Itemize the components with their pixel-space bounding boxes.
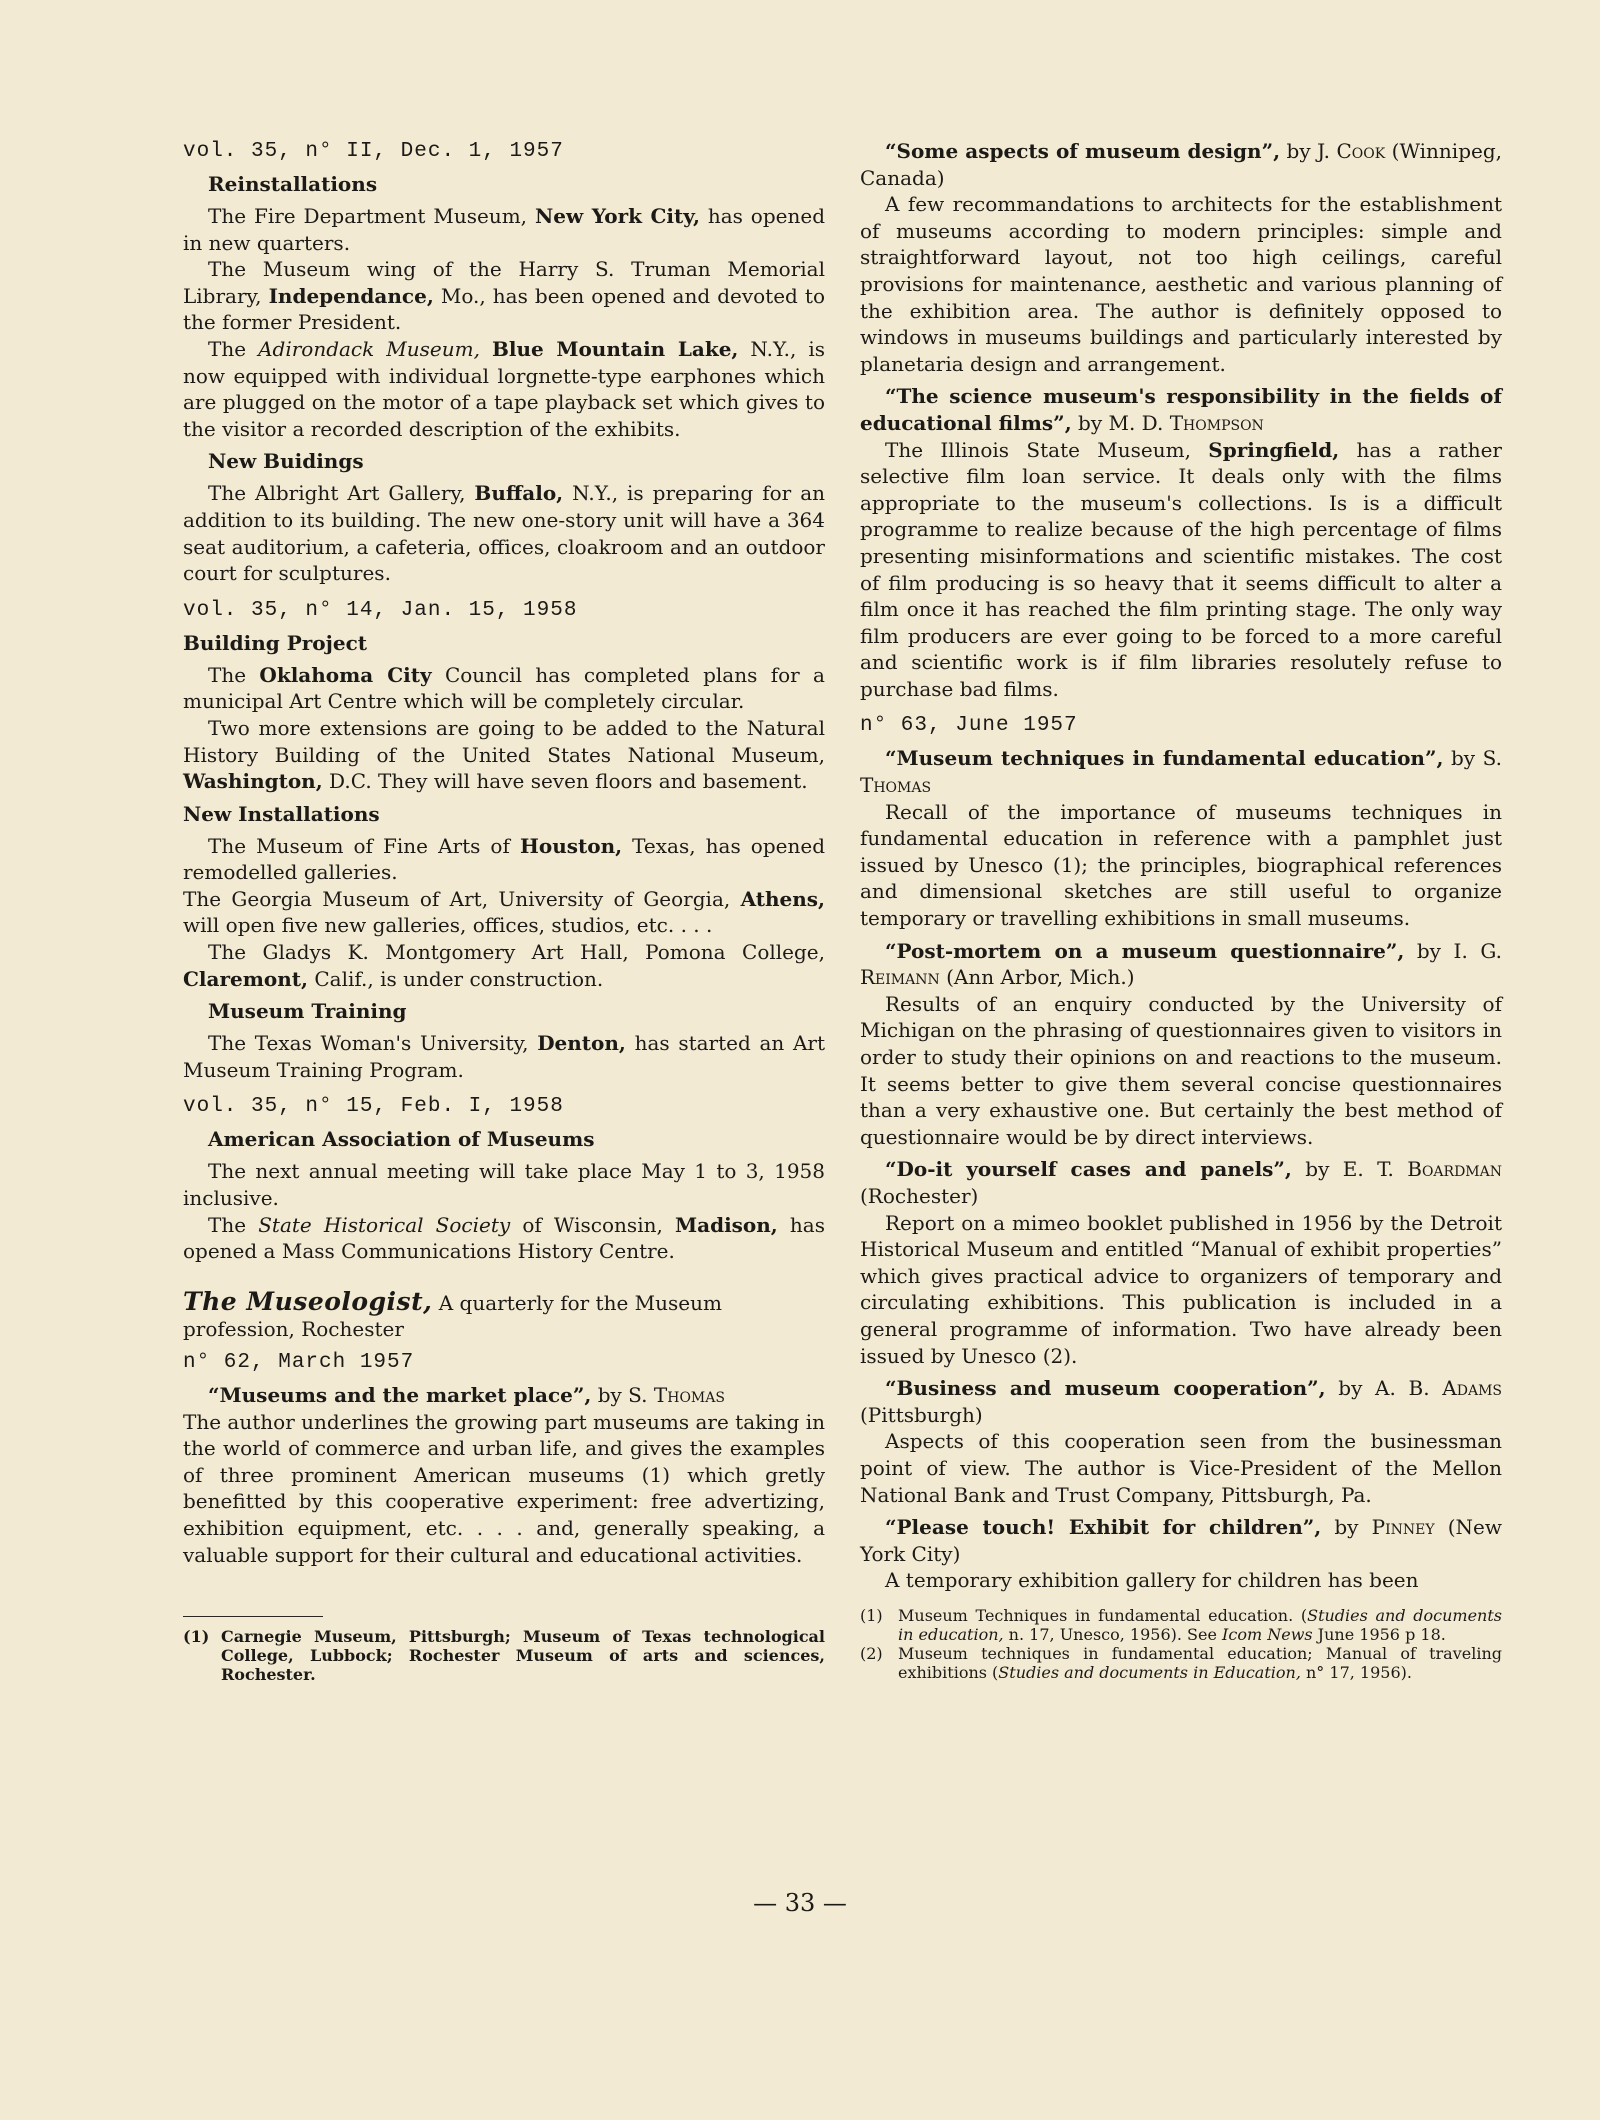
paragraph: The author underlines the growing part museums are taking in the world of commerce and urban life, and gives the examples of three prominent American museums (1) which gretly benefitted by this cooperative experiment: free advertizing, exhibition equipment, etc. . . . and, generally speaking, a valuable support for their cultural and educational activities. — [183, 1409, 825, 1567]
section-heading: American Association of Museums — [208, 1127, 595, 1152]
paragraph: Results of an enquiry conducted by the University of Michigan on the phrasing of questionnaires given to visitors in order to study their opinions on and reactions to the museum. It seems better to give them several concise questionnaires than a very exhaustive one. But certainly the best method of questionnaire would be by direct interviews. — [860, 991, 1502, 1149]
issue-heading: vol. 35, n° 14, Jan. 15, 1958 — [183, 598, 578, 622]
paragraph: Recall of the importance of museums techniques in fundamental education in reference with a pamphlet just issued by Unesco (1); the principles, biographical references and dimensional sketches are still useful to organize temporary or travelling exhibitions in small museums. — [860, 799, 1502, 931]
article-heading: “Do-it yourself cases and panels”, by E. T. Boardman (Rochester) — [860, 1157, 1502, 1208]
article-heading: “Museum techniques in fundamental education”, by S. Thomas — [860, 746, 1502, 798]
section-heading: Building Project — [183, 630, 368, 655]
footnote-spacer — [860, 1594, 1502, 1606]
article-heading: “Post-mortem on a museum questionnaire”, by I. G. Reimann (Ann Arbor, Mich.) — [860, 938, 1502, 990]
left-column — [183, 132, 825, 1684]
right-column — [860, 138, 1502, 1682]
section-heading: New Buidings — [208, 449, 364, 474]
footnote: (1) Carnegie Museum, Pittsburgh; Museum of Texas technological College, Lubbock; Rochester Museum of arts and sciences, Rochester. — [183, 1627, 825, 1685]
paragraph: The Illinois State Museum, Springfield, has a rather selective film loan service. It deals only with the films appropriate to the museum's collections. Is is a difficult programme to realize because of the high percentage of films presenting misinformations and scientific mistakes. The cost of film producing is so heavy that it seems difficult to alter a film once it has reached the film printing stage. The only way film producers are ever going to be forced to a more careful and scientific work is if film libraries resolutely refuse to purchase bad films. — [860, 437, 1502, 701]
paragraph: The next annual meeting will take place May 1 to 3, 1958 inclusive. — [183, 1159, 825, 1211]
paragraph: The State Historical Society of Wisconsin, Madison, has opened a Mass Communications History Centre. — [183, 1212, 825, 1264]
issue-heading: n° 62, March 1957 — [183, 1351, 415, 1374]
section-heading: Museum Training — [208, 999, 407, 1024]
footnote: (1) Museum Techniques in fundamental education. (Studies and documents in education, n. 17, Unesco, 1956). See Icom News June 1956 p 18. — [860, 1605, 1502, 1644]
issue-heading: vol. 35, n° 15, Feb. I, 1958 — [183, 1095, 564, 1119]
paragraph: Aspects of this cooperation seen from the businessman point of view. The author is Vice-President of the Mellon National Bank and Trust Company, Pittsburgh, Pa. — [860, 1429, 1502, 1507]
article-heading: “Some aspects of museum design”, by J. Cook (Winnipeg, Canada) — [860, 139, 1503, 190]
paragraph: The Museum of Fine Arts of Houston, Texas, has opened remodelled galleries. — [183, 833, 825, 885]
paragraph: The Texas Woman's University, Denton, has started an Art Museum Training Program. — [183, 1031, 825, 1082]
paragraph: The Georgia Museum of Art, University of Georgia, Athens, will open five new galleries, offices, studios, etc. . . . — [183, 886, 825, 938]
paragraph: Two more extensions are going to be added to the Natural History Building of the United States National Museum, Washington, D.C. They will have seven floors and basement. — [183, 715, 825, 794]
paragraph: The Adirondack Museum, Blue Mountain Lake, N.Y., is now equipped with individual lorgnette-type earphones which are plugged on the motor of a tape playback set which gives to the visitor a recorded description of the exhibits. — [183, 336, 826, 441]
article-heading: “The science museum's responsibility in the fields of educational films”, by M. D. Thompson — [860, 384, 1502, 435]
article-heading: “Please touch! Exhibit for children”, by Pinney (New York City) — [860, 1515, 1502, 1566]
footnote: (2) Museum techniques in fundamental education; Manual of traveling exhibitions (Studies and documents in Education, n° 17, 1956). — [860, 1643, 1502, 1682]
section-heading: New Installations — [183, 801, 380, 826]
publication-heading: The Museologist, A quarterly for the Museum profession, Rochester — [183, 1286, 722, 1342]
paragraph: The Museum wing of the Harry S. Truman Memorial Library, Independance, Mo., has been opened and devoted to the former President. — [183, 257, 825, 335]
paragraph: The Gladys K. Montgomery Art Hall, Pomona College, Claremont, Calif., is under construction. — [183, 940, 825, 991]
section-heading: Reinstallations — [208, 172, 378, 196]
paragraph: Report on a mimeo booklet published in 1956 by the Detroit Historical Museum and entitled “Manual of exhibit properties” which gives practical advice to organizers of temporary and circulating exhibitions. This publication is included in a general programme of information. Two have already been issued by Unesco (2). — [860, 1210, 1502, 1368]
issue-heading: n° 63, June 1957 — [860, 714, 1078, 738]
article-heading: “Business and museum cooperation”, by A. B. Adams (Pittsburgh) — [860, 1376, 1503, 1427]
article-heading: “Museums and the market place”, by S. Thomas — [208, 1383, 725, 1407]
paragraph: The Oklahoma City Council has completed plans for a municipal Art Centre which will be completely circular. — [183, 662, 825, 714]
page-number: — 33 — — [753, 1889, 847, 1917]
paragraph: The Fire Department Museum, New York City, has opened in new quarters. — [183, 204, 825, 255]
footnote-divider — [183, 1616, 323, 1617]
issue-heading: vol. 35, n° II, Dec. 1, 1957 — [183, 140, 564, 163]
paragraph: The Albright Art Gallery, Buffalo, N.Y., is preparing for an addition to its building. The new one-story unit will have a 364 seat auditorium, a cafeteria, offices, cloakroom and an outdoor court for sculptures. — [183, 481, 825, 586]
paragraph: A temporary exhibition gallery for children has been — [885, 1568, 1419, 1593]
paragraph: A few recommandations to architects for the establishment of museums according to modern principles: simple and straightforward layout, not too high ceilings, careful provisions for maintenance, aesthetic and various planning of the exhibition area. The author is definitely opposed to windows in museums buildings and particularly interested by planetaria design and arrangement. — [860, 192, 1502, 376]
publication-title: The Museologist, — [183, 1286, 433, 1316]
